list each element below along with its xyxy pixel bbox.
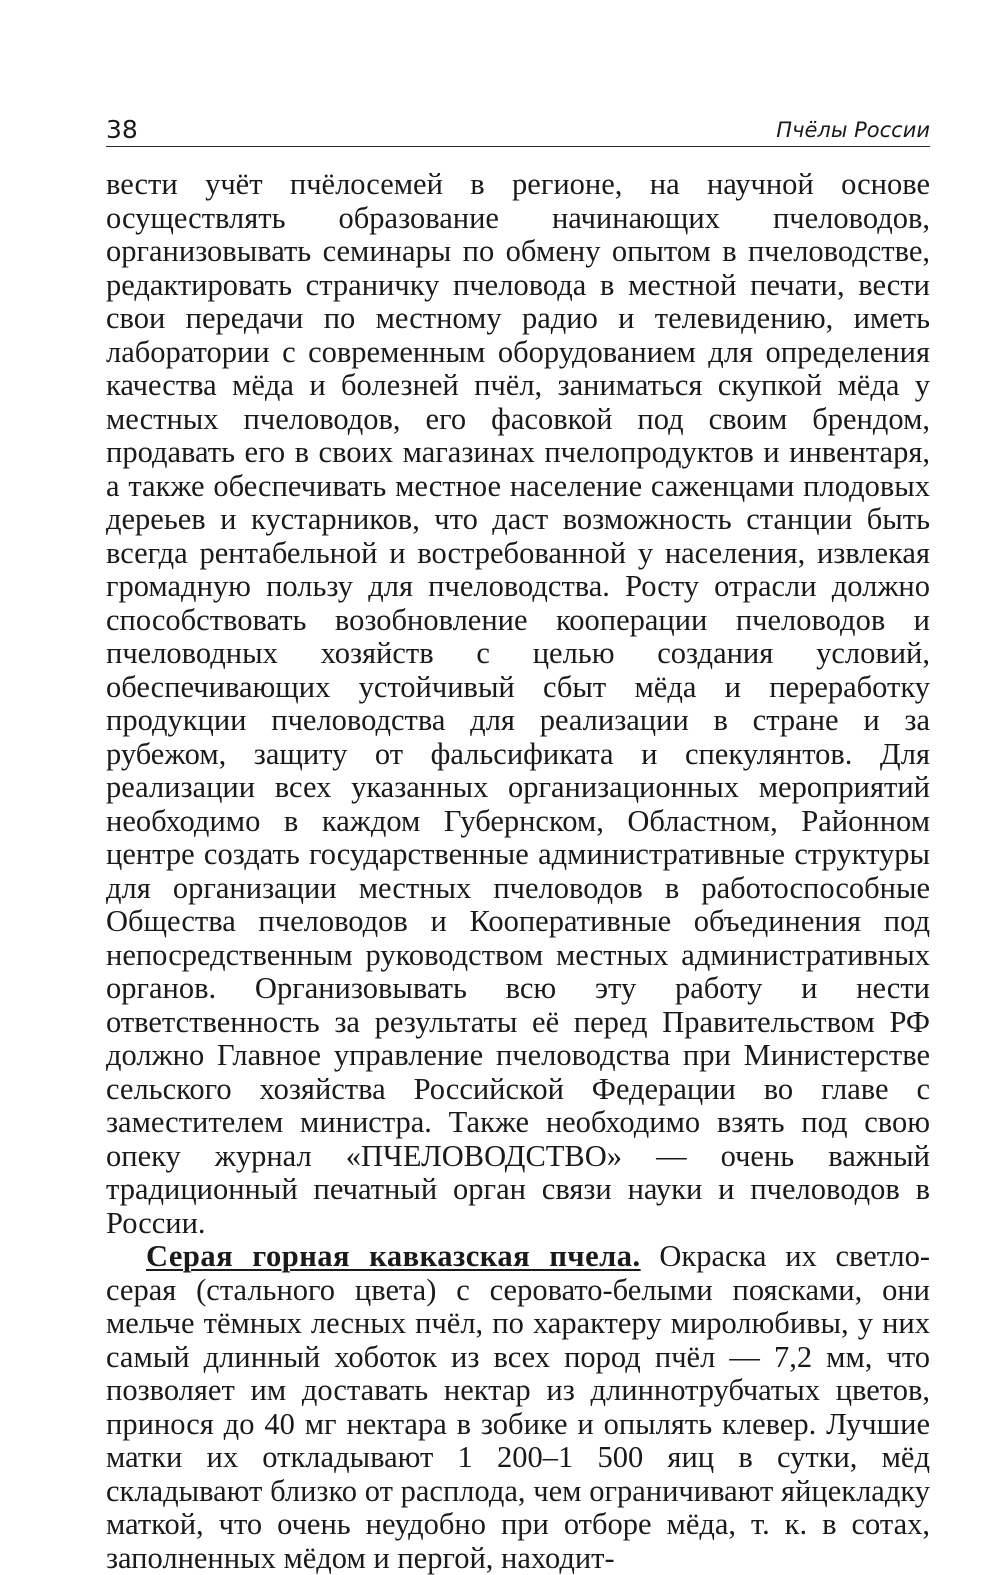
body-text	[106, 168, 930, 1575]
running-title: Пчёлы России	[776, 118, 930, 142]
running-header	[106, 112, 930, 147]
section-heading: Серая горная кавказская пчела.	[146, 1239, 641, 1273]
paragraph	[106, 1240, 930, 1575]
paragraph-text: Окраска их светло-серая (стального цвета) с серовато-белыми поясками, они мельче тёмных лесных пчёл, по характеру миролюбивы, у них самый длинный хоботок из всех пород пчёл — 7,2 мм, что позволяет им доставать нектар из длиннотрубчатых цветов, принося до 40 мг нектара в зобике и опылять клевер. Лучшие матки их откладывают 1 200–1 500 яиц в сутки, мёд складывают близко от расплода, чем ограничивают яйцекладку маткой, что очень неудобно при отборе мёда, т. к. в сотах, заполненных мёдом и пергой, находит-	[106, 1239, 930, 1575]
page-number: 38	[106, 115, 138, 144]
paragraph	[106, 168, 930, 1240]
paragraph-text: вести учёт пчёлосемей в регионе, на научной основе осуществлять образование начинающих пчеловодов, организовывать семинары по обмену опытом в пчеловодстве, редактировать страничку пчеловода в местной печати, вести свои передачи по местному радио и телевидению, иметь лаборатории с современным оборудованием для определения качества мёда и болезней пчёл, заниматься скупкой мёда у местных пчеловодов, его фасовкой под своим брендом, продавать его в своих магазинах пчелопродуктов и инвентаря, а также обеспечивать местное население саженцами плодовых дереьев и кустарников, что даст возможность станции быть всегда рентабельной и востребованной у населения, извлекая громадную пользу для пчеловодства. Росту отрасли должно способствовать возобновление кооперации пчеловодов и пчеловодных хозяйств с целью создания условий, обеспечивающих устойчивый сбыт мёда и переработку продукции пчеловодства для реализации в стране и за рубежом, защиту от фальсификата и спекулянтов. Для реализации всех указанных организационных мероприятий необходимо в каждом Губернском, Областном, Районном центре создать государственные административные структуры для организации местных пчеловодов в работоспособные Общества пчеловодов и Кооперативные объединения под непосредственным руководством местных административных органов. Организовывать всю эту работу и нести ответственность за результаты её перед Правительством РФ должно Главное управление пчеловодства при Министерстве сельского хозяйства Российской Федерации во главе с заместителем министра. Также необходимо взять под свою опеку журнал «ПЧЕЛОВОДСТВО» — очень важный традиционный печатный орган связи науки и пчеловодов в России.	[106, 167, 930, 1240]
